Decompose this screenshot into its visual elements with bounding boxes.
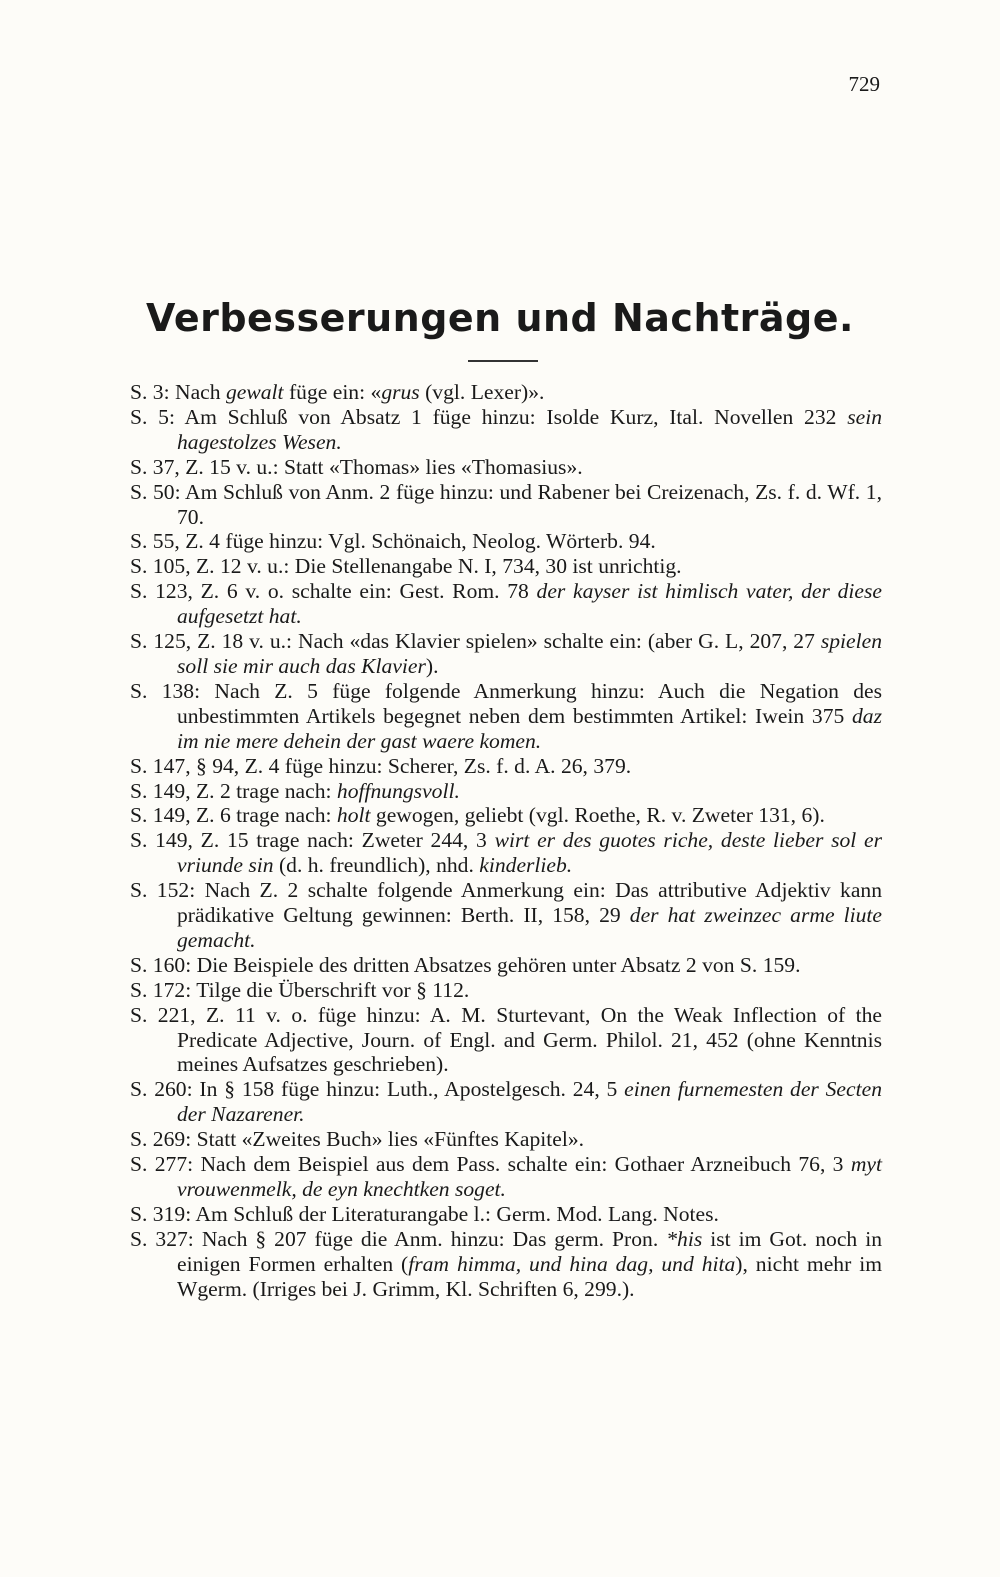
entry-reference: S. 327: [130, 1226, 194, 1251]
entry-text: ist im Got. noch in einigen Formen erhalten ( [177, 1226, 882, 1276]
entry-text: Nach «das Klavier spielen» schalte ein: (aber G. L, 207, 27 [292, 629, 821, 654]
entry-quote: daz im nie mere dehein der gast waere komen. [177, 703, 882, 753]
correction-entry [130, 529, 882, 554]
correction-entry [130, 878, 882, 953]
correction-entry [130, 1127, 882, 1152]
entry-quote: wirt er des guotes riche, deste lieber sol er vriunde sin [177, 828, 882, 878]
entry-reference: S. 138: [130, 678, 201, 703]
entry-reference: S. 269: [130, 1127, 192, 1152]
entry-text: Die Beispiele des dritten Absatzes gehören unter Absatz 2 von S. 159. [191, 952, 801, 977]
correction-entry [130, 779, 882, 804]
entry-reference: S. 149, Z. 2 [130, 778, 231, 803]
entry-text: Nach Z. 2 schalte folgende Anmerkung ein: Das attributive Adjektiv kann prädikative Geltung gewinnen: Berth. II, 158, 29 [177, 878, 882, 928]
entry-quote: einen furnemesten der Secten der Nazarener. [177, 1077, 882, 1127]
entry-reference: S. 3: [130, 380, 170, 404]
entry-text: Die Stellenangabe N. I, 734, 30 ist unrichtig. [289, 554, 682, 579]
correction-entry [130, 953, 882, 978]
entry-text: (vgl. Lexer)». [419, 380, 545, 404]
page-number: 729 [848, 72, 880, 96]
entry-text: trage nach: [230, 803, 337, 828]
entry-reference: S. 277: [130, 1152, 194, 1177]
entry-text: (d. h. freundlich), nhd. [273, 853, 480, 878]
correction-entry [130, 405, 882, 455]
entry-text: schalte ein: Gest. Rom. 78 [284, 579, 537, 604]
correction-entry [130, 754, 882, 779]
entry-quote: sein hagestolzes Wesen. [177, 404, 882, 454]
entry-quote: gewalt [225, 380, 284, 404]
entry-reference: S. 125, Z. 18 v. u.: [130, 629, 293, 654]
correction-entry [130, 1003, 882, 1078]
entry-text: Am Schluß von Absatz 1 füge hinzu: Isolde Kurz, Ital. Novellen 232 [174, 404, 848, 429]
entry-quote: spielen soll sie mir auch das Klavier [177, 629, 882, 678]
entry-text: ), nicht mehr im Wgerm. (Irriges bei J. Grimm, Kl. Schriften 6, 299.). [177, 1251, 882, 1301]
correction-entry [130, 579, 882, 629]
entry-text: Statt «Zweites Buch» lies «Fünftes Kapitel». [191, 1127, 585, 1152]
entry-reference: S. 149, Z. 15 [130, 828, 249, 853]
correction-entry [130, 629, 882, 679]
entry-reference: S. 50: [130, 479, 181, 504]
correction-entry [130, 1227, 882, 1302]
title-divider [468, 360, 538, 362]
entry-quote: kinderlieb. [479, 853, 573, 878]
entry-reference: S. 149, Z. 6 [130, 803, 231, 828]
entry-text: Nach [169, 380, 226, 404]
entry-reference: S. 260: [130, 1077, 193, 1102]
correction-entry [130, 828, 882, 878]
entry-quote: myt vrouwenmelk, de eyn knechtken soget. [177, 1152, 882, 1201]
correction-entry [130, 803, 882, 828]
entry-quote: fram himma, und hina dag, und hita [408, 1251, 736, 1276]
entry-quote: der kayser ist himlisch vater, der diese aufgesetzt hat. [177, 579, 882, 629]
entry-text: trage nach: [230, 778, 337, 803]
entry-quote: *his [666, 1226, 703, 1251]
entry-text: Am Schluß von Anm. 2 füge hinzu: und Rabener bei Creizenach, Zs. f. d. Wf. 1, 70. [177, 479, 882, 529]
entry-text: füge hinzu: A. M. Sturtevant, On the Weak Inflection of the Predicate Adjective, Journ. of Engl. and Germ. Philol. 21, 452 (ohne Kenntnis meines Aufsatzes geschrieben). [177, 1002, 882, 1077]
entry-reference: S. 152: [130, 878, 196, 903]
entry-quote: grus [381, 380, 420, 404]
entry-reference: S. 221, Z. 11 v. o. [130, 1002, 308, 1027]
entry-text: Nach Z. 5 füge folgende Anmerkung hinzu: Auch die Negation des unbestimmten Artikels begegnet neben dem bestimmten Artikel: Iwein 375 [177, 678, 882, 728]
corrections-list [130, 380, 882, 1302]
correction-entry [130, 380, 882, 405]
correction-entry [130, 1202, 882, 1227]
entry-reference: S. 147, § 94, Z. 4 [130, 753, 280, 778]
entry-quote: hoffnungsvoll. [336, 778, 460, 803]
entry-reference: S. 55, Z. 4 [130, 529, 220, 554]
entry-reference: S. 37, Z. 15 v. u.: [130, 454, 279, 479]
entry-text: trage nach: Zweter 244, 3 [248, 828, 495, 853]
entry-text: füge hinzu: Vgl. Schönaich, Neolog. Wörterb. 94. [219, 529, 656, 554]
correction-entry [130, 455, 882, 480]
entry-reference: S. 160: [130, 952, 192, 977]
entry-reference: S. 123, Z. 6 v. o. [130, 579, 285, 604]
entry-reference: S. 105, Z. 12 v. u.: [130, 554, 290, 579]
entry-reference: S. 5: [130, 404, 175, 429]
correction-entry [130, 1152, 882, 1202]
entry-quote: holt [336, 803, 371, 828]
entry-text: Statt «Thomas» lies «Thomasius». [278, 454, 583, 479]
entry-text: Am Schluß der Literaturangabe l.: Germ. Mod. Lang. Notes. [191, 1201, 719, 1226]
correction-entry [130, 554, 882, 579]
entry-text: füge hinzu: Scherer, Zs. f. d. A. 26, 379. [279, 753, 632, 778]
entry-reference: S. 319: [130, 1201, 192, 1226]
correction-entry [130, 480, 882, 530]
entry-text: Nach dem Beispiel aus dem Pass. schalte ein: Gothaer Arzneibuch 76, 3 [193, 1152, 851, 1177]
entry-quote: der hat zweinzec arme liute gemacht. [177, 903, 882, 952]
entry-text: füge ein: « [283, 380, 382, 404]
page-title: Verbesserungen und Nachträge. [146, 296, 854, 340]
entry-reference: S. 172: [130, 977, 192, 1002]
entry-text: Nach § 207 füge die Anm. hinzu: Das germ. Pron. [193, 1226, 667, 1251]
entry-text: Tilge die Überschrift vor § 112. [191, 977, 470, 1002]
entry-text: gewogen, geliebt (vgl. Roethe, R. v. Zweter 131, 6). [370, 803, 825, 828]
correction-entry [130, 978, 882, 1003]
correction-entry [130, 679, 882, 754]
entry-text: ). [425, 653, 439, 678]
entry-text: In § 158 füge hinzu: Luth., Apostelgesch. 24, 5 [192, 1077, 625, 1102]
correction-entry [130, 1077, 882, 1127]
